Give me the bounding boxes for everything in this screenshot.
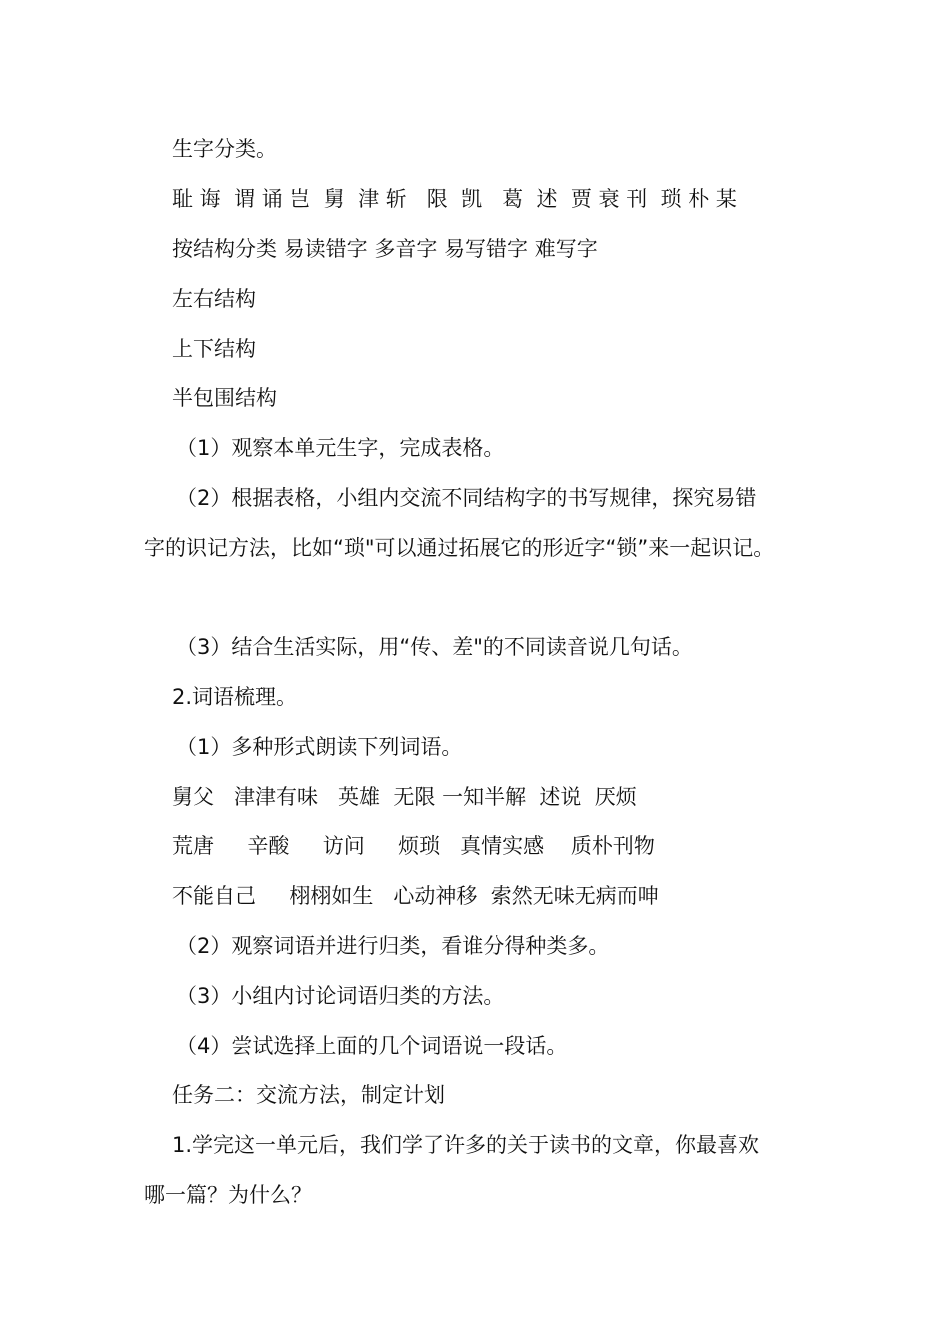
text-line-character-list: 耻 诲 谓 诵 岂 舅 津 斩 限 凯 葛 述 贾 衰 刊 琐 朴 某 [172, 187, 737, 211]
text-line-heading-classify: 生字分类。 [172, 137, 277, 161]
text-line-word-row-3: 不能自己 栩栩如生 心动神移 索然无味无病而呻 [172, 884, 659, 908]
text-line-step-2-cont: 字的识记方法，比如“琐"可以通过拓展它的形近字“锁”来一起识记。 [144, 536, 775, 560]
text-line-vocab-step-4: （4）尝试选择上面的几个词语说一段话。 [176, 1034, 568, 1058]
text-line-vocab-step-2: （2）观察词语并进行归类，看谁分得种类多。 [176, 934, 610, 958]
text-line-vocab-step-1: （1）多种形式朗读下列词语。 [176, 735, 463, 759]
text-line-word-row-1: 舅父 津津有味 英雄 无限 一知半解 述说 厌烦 [172, 785, 637, 809]
text-line-task-2-item-1: 1.学完这一单元后，我们学了许多的关于读书的文章，你最喜欢 [172, 1133, 760, 1157]
text-line-half-enclosure: 半包围结构 [172, 386, 277, 410]
text-line-step-2: （2）根据表格，小组内交流不同结构字的书写规律，探究易错 [176, 486, 757, 510]
text-line-left-right: 左右结构 [172, 287, 256, 311]
text-line-task-2-heading: 任务二：交流方法，制定计划 [172, 1083, 445, 1107]
text-line-top-bottom: 上下结构 [172, 337, 256, 361]
text-line-step-1: （1）观察本单元生字，完成表格。 [176, 436, 505, 460]
text-line-vocab-step-3: （3）小组内讨论词语归类的方法。 [176, 984, 505, 1008]
text-line-word-row-2: 荒唐 辛酸 访问 烦琐 真情实感 质朴刊物 [172, 834, 655, 858]
text-line-step-3: （3）结合生活实际，用“传、差"的不同读音说几句话。 [176, 635, 693, 659]
text-line-table-header: 按结构分类 易读错字 多音字 易写错字 难写字 [172, 237, 598, 261]
text-line-vocab-heading: 2.词语梳理。 [172, 685, 298, 709]
text-line-task-2-item-1-cont: 哪一篇？为什么？ [144, 1183, 312, 1207]
